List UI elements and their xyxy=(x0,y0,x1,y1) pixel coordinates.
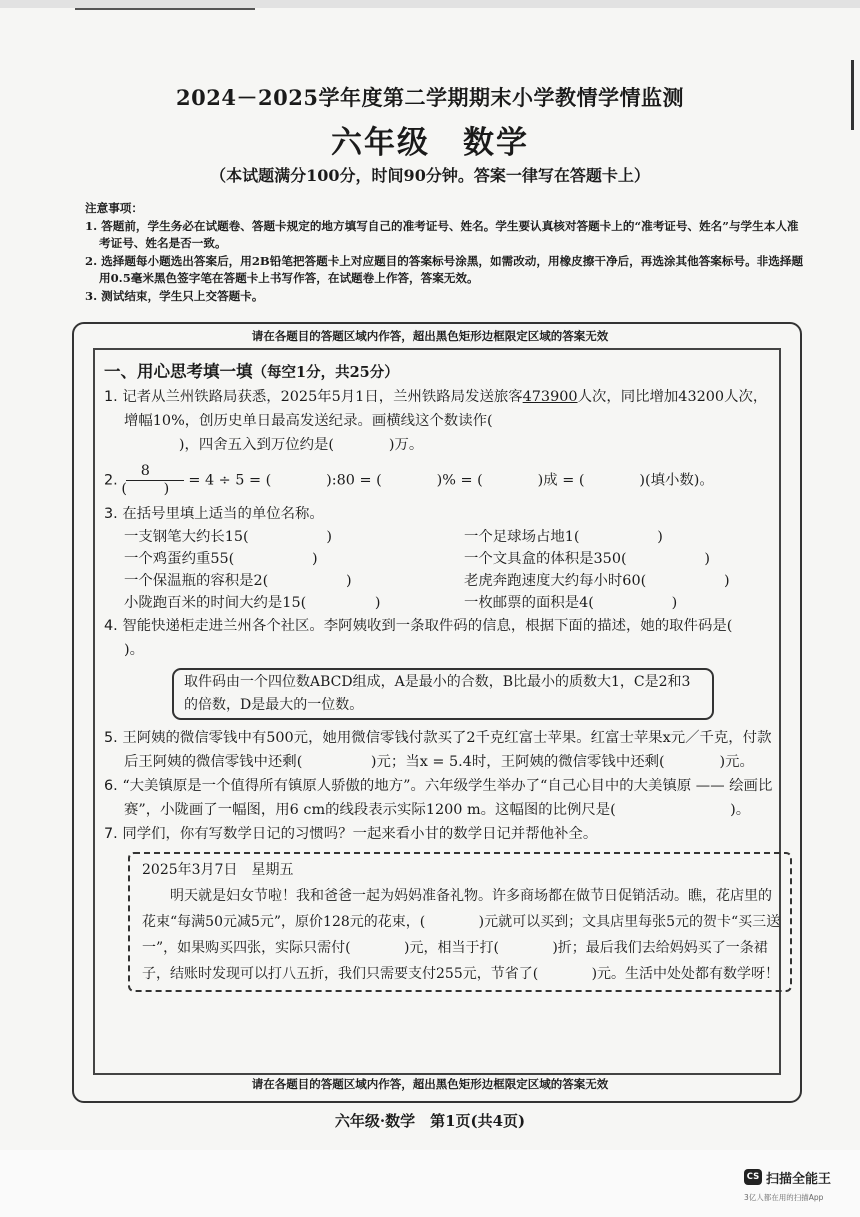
notes-heading: 注意事项： xyxy=(85,201,143,215)
q1-text-b: 人次，同比增加43200人次，增幅10%，创历史单日最高发送纪录。画横线这个数读作( xyxy=(124,389,768,429)
section-score-note: （每空1分，共25分） xyxy=(252,364,399,381)
question-number: 7. xyxy=(104,826,118,842)
q3-item: 一支钢笔大约长15( ) xyxy=(124,529,333,545)
q3-item: 老虎奔跑速度大约每小时60( ) xyxy=(464,573,730,589)
page-footer: 六年级·数学 第1页(共4页) xyxy=(334,1112,526,1130)
question-4 xyxy=(104,614,788,662)
question-number: 4. xyxy=(104,618,118,634)
q3-item: 一个鸡蛋约重55( ) xyxy=(124,551,318,567)
q5-text: 王阿姨的微信零钱中有500元，她用微信零钱付款买了2千克红富士苹果。红富士苹果x元／千克，付款后王阿姨的微信零钱中还剩( )元；当x = 5.4时，王阿姨的微信零钱中还剩( )元。 xyxy=(122,730,772,770)
diary-body: 明天就是妇女节啦！我和爸爸一起为妈妈准备礼物。许多商场都在做节日促销活动。瞧，花店里的花束“每满50元减5元”，原价128元的花束，( )元就可以买到；文具店里每张5元的贺卡“买三送一”，如果购买四张，实际只需付( )元，相当于打( )折；最后我们去给妈妈买了一条裙子，结账时发现可以打八五折，我们只需要支付255元，节省了( )元。生活中处处都有数学呀！ xyxy=(142,888,781,982)
q3-item: 一个保温瓶的容积是2( ) xyxy=(124,573,352,589)
diary-date: 2025年3月7日 星期五 xyxy=(142,862,294,878)
q3-item: 一个足球场占地1( ) xyxy=(464,529,663,545)
answer-area-warning-top: 请在各题目的答题区域内作答，超出黑色矩形边框限定区域的答案无效 xyxy=(251,329,609,343)
q2-numerator: 8 xyxy=(126,463,184,481)
camscanner-name: 扫描全能王 xyxy=(766,1172,832,1187)
q3-item: 小陇跑百米的时间大约是15( ) xyxy=(124,595,381,611)
answer-area-warning-bottom: 请在各题目的答题区域内作答，超出黑色矩形边框限定区域的答案无效 xyxy=(251,1077,609,1091)
q1-text-c: )，四舍五入到万位约是( )万。 xyxy=(124,437,424,453)
question-3 xyxy=(104,502,774,526)
q2-denominator-blank: ( ) xyxy=(121,481,170,497)
q3-unit-grid xyxy=(104,526,774,614)
notes-item-3: 3. 测试结束，学生只上交答题卡。 xyxy=(85,288,264,303)
q3-item: 一枚邮票的面积是4( ) xyxy=(464,595,678,611)
q6-text: “大美镇原是一个值得所有镇原人骄傲的地方”。六年级学生举办了“自己心目中的大美镇原 —— 绘画比赛”，小陇画了一幅图，用6 cm的线段表示实际1200 m。这幅图的比例尺是( )。 xyxy=(122,778,773,818)
q1-underlined-number: 473900 xyxy=(522,389,578,405)
exam-title: 2024－2025学年度第二学期期末小学教情学情监测 xyxy=(176,85,684,110)
section-1 xyxy=(104,360,788,992)
camscanner-logo-icon: CS xyxy=(744,1169,762,1185)
q4-text: 智能快递柜走进兰州各个社区。李阿姨收到一条取件码的信息，根据下面的描述，她的取件码是( )。 xyxy=(122,618,788,658)
question-number: 5. xyxy=(104,730,118,746)
q2-equation: = 4 ÷ 5 = ( ):80 = ( )% = ( )成 = ( )(填小数)。 xyxy=(188,472,714,489)
q4-code-rule-box: 取件码由一个四位数ABCD组成，A是最小的合数，B比最小的质数大1，C是2和3的倍数，D是最大的一位数。 xyxy=(172,668,714,720)
section-title-text: 一、用心思考填一填 xyxy=(104,362,253,381)
question-number: 2. xyxy=(104,472,118,489)
notes-block xyxy=(85,200,805,305)
question-1 xyxy=(104,385,774,457)
notes-item-1: 1. 答题前，学生务必在试题卷、答题卡规定的地方填写自己的准考证号、姓名。学生要认真核对答题卡上的“准考证号、姓名”与学生本人准考证号、姓名是否一致。 xyxy=(85,218,799,250)
q1-text-a: 记者从兰州铁路局获悉，2025年5月1日，兰州铁路局发送旅客 xyxy=(122,389,523,405)
q7-diary-box xyxy=(128,852,792,992)
q2-fraction xyxy=(121,463,184,498)
question-2 xyxy=(104,463,774,498)
section-title xyxy=(104,360,774,385)
question-number: 3. xyxy=(104,506,118,522)
exam-subject: 六年级 数学 xyxy=(331,125,529,161)
question-7 xyxy=(104,822,774,846)
question-number: 1. xyxy=(104,389,118,405)
q3-text: 在括号里填上适当的单位名称。 xyxy=(122,506,324,522)
exam-info: （本试题满分100分，时间90分钟。答案一律写在答题卡上） xyxy=(210,166,650,185)
camscanner-tagline: 3亿人都在用的扫描App xyxy=(744,1193,824,1202)
q7-text: 同学们，你有写数学日记的习惯吗？一起来看小甘的数学日记并帮他补全。 xyxy=(122,826,598,842)
scan-top-edge xyxy=(0,0,860,8)
notes-item-2: 2. 选择题每小题选出答案后，用2B铅笔把答题卡上对应题目的答案标号涂黑，如需改动，用橡皮擦干净后，再选涂其他答案标号。非选择题用0.5毫米黑色签字笔在答题卡上书写作答，在试题卷上作答，答案无效。 xyxy=(85,253,804,285)
scan-top-line xyxy=(75,8,255,10)
q3-item: 一个文具盒的体积是350( ) xyxy=(464,551,710,567)
question-number: 6. xyxy=(104,778,118,794)
question-6 xyxy=(104,774,774,822)
question-5 xyxy=(104,726,774,774)
